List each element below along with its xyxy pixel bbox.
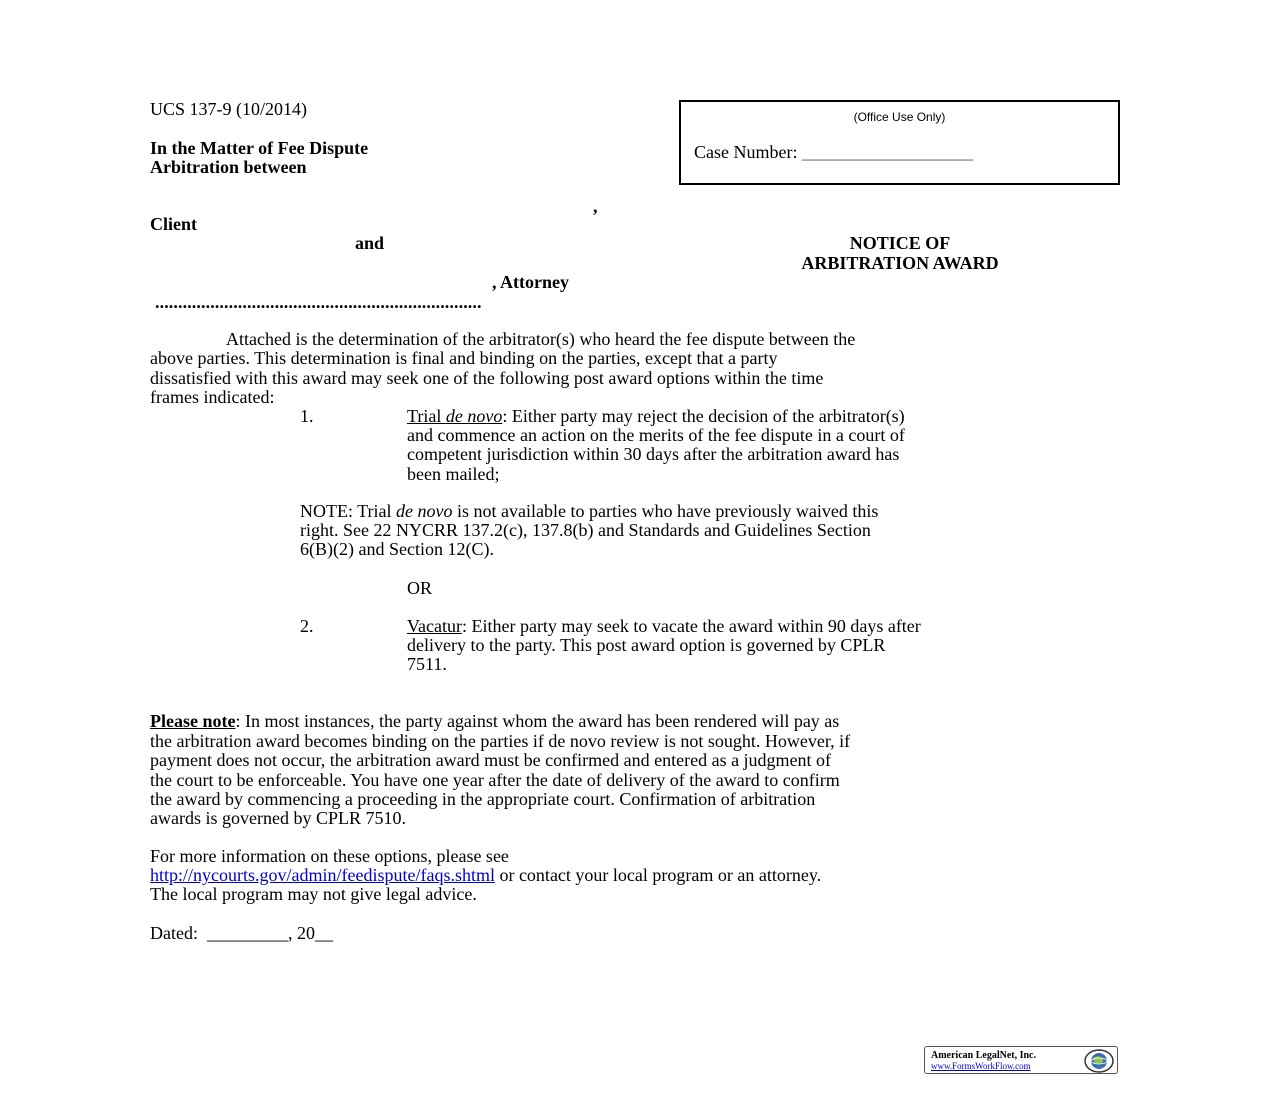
more-info-line-1: For more information on these options, please see [150, 846, 509, 866]
logo-company-name: American LegalNet, Inc. [931, 1050, 1036, 1061]
caption-comma: , [593, 196, 598, 216]
or-separator: OR [407, 578, 433, 598]
option-1-number: 1. [300, 406, 314, 426]
dated-row [150, 924, 333, 943]
faq-link[interactable]: http://nycourts.gov/admin/feedispute/faqs.shtml [150, 865, 495, 885]
caption-line-1: In the Matter of Fee Dispute [150, 138, 369, 158]
caption-and: and [355, 233, 385, 253]
title-line-1: NOTICE OF [849, 233, 951, 253]
intro-paragraph: Attached is the determination of the arbitrator(s) who heard the fee dispute between the above parties. This determination is final and binding on the parties, except that a party dissatisfied with this award may seek one of the following post award options within the time frames indicated: [150, 329, 856, 407]
option-1-title [407, 406, 502, 426]
option-2-title: Vacatur [407, 616, 462, 636]
more-info-line-2 [150, 866, 821, 885]
caption-attorney: , Attorney [492, 272, 569, 292]
more-info-link-rest: or contact your local program or an attorney. [494, 865, 822, 885]
option-1-body: and commence an action on the merits of the fee dispute in a court of competent jurisdiction within 30 days after the arbitration award has been mailed; [407, 425, 905, 484]
option-1-title-prefix: Trial [407, 406, 446, 426]
more-info-line-3: The local program may not give legal advice. [150, 884, 477, 904]
option-2-first-line-text: : Either party may seek to vacate the award within 90 days after [461, 616, 921, 636]
note-italic: de novo [396, 501, 453, 521]
note-body: right. See 22 NYCRR 137.2(c), 137.8(b) and Standards and Guidelines Section 6(B)(2) and Section 12(C). [300, 520, 871, 560]
office-use-label: (Office Use Only) [853, 110, 946, 124]
form-id: UCS 137-9 (10/2014) [150, 99, 307, 119]
case-number-field[interactable]: ___________________ [801, 142, 973, 162]
caption-dotted-line: ....................................................................... [155, 292, 482, 312]
please-note-body: the arbitration award becomes binding on the parties if de novo review is not sought. However, if payment does not occur, the arbitration award must be confirmed and entered as a judgment of the court to be enforceable. You have one year after the date of delivery of the award to confirm the award by commencing a proceeding in the appropriate court. Confirmation of arbitration awards is governed by CPLR 7510. [150, 731, 851, 829]
dated-year: , 20__ [287, 923, 333, 943]
please-note-first-line [150, 712, 839, 731]
dated-blank-field[interactable]: _________ [206, 923, 288, 943]
note-first-line [300, 502, 878, 521]
case-number-row [694, 142, 973, 163]
office-use-box [679, 100, 1120, 185]
caption-client: Client [150, 214, 197, 234]
caption-line-2: Arbitration between [150, 157, 307, 177]
case-number-label: Case Number: [694, 142, 798, 162]
note-prefix: NOTE: Trial [300, 501, 397, 521]
option-2-body: delivery to the party. This post award option is governed by CPLR 7511. [407, 635, 886, 675]
logo-url-link[interactable]: www.FormsWorkFlow.com [931, 1061, 1031, 1071]
option-2-first-line [407, 617, 921, 636]
dated-label: Dated: [150, 923, 198, 943]
option-1-title-italic: de novo [445, 406, 503, 426]
please-note-label: Please note [150, 711, 236, 731]
note-first-line-text: is not available to parties who have previously waived this [452, 501, 879, 521]
title-line-2: ARBITRATION AWARD [801, 253, 999, 273]
globe-icon [1079, 1048, 1115, 1074]
option-2-number: 2. [300, 616, 314, 636]
footer-logo [924, 1046, 1118, 1074]
option-1-first-line-text: : Either party may reject the decision of the arbitrator(s) [502, 406, 905, 426]
please-note-first-line-text: : In most instances, the party against whom the award has been rendered will pay as [235, 711, 840, 731]
option-1-first-line [407, 407, 905, 426]
